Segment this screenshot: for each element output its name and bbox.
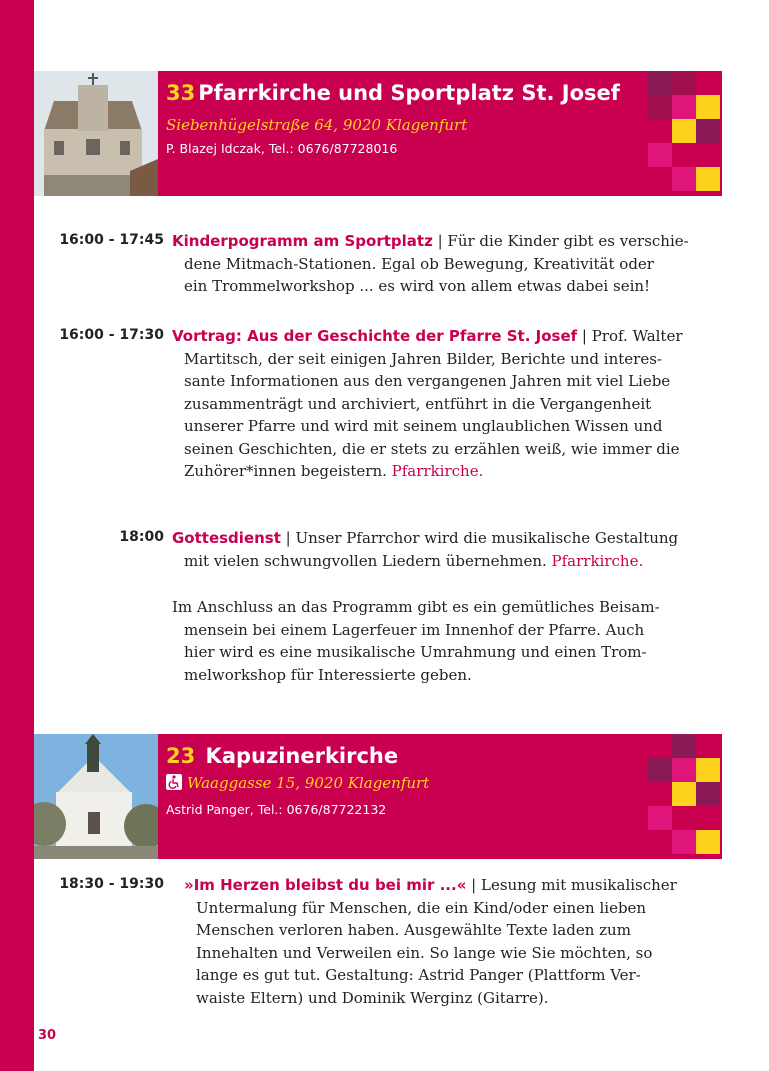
venue-contact: Astrid Panger, Tel.: 0676/87722132: [166, 802, 387, 817]
venue-title: [166, 81, 620, 105]
event-location: Pfarrkirche.: [546, 551, 644, 570]
venue-header-st-josef: [34, 71, 722, 196]
event-title: Kinderpogramm am Sportplatz: [172, 232, 433, 250]
event-time: 16:00 - 17:45: [59, 232, 164, 248]
event-time: 18:30 - 19:30: [59, 876, 164, 892]
venue-title: [166, 744, 398, 768]
venue-address: Siebenhügelstraße 64, 9020 Klagenfurt: [166, 116, 468, 134]
event-title: »Im Herzen bleibst du bei mir ...«: [184, 876, 467, 894]
event-time: 18:00: [119, 529, 164, 545]
venue-address: Waaggasse 15, 9020 Klagenfurt: [166, 774, 429, 792]
event-title: Gottesdienst: [172, 529, 281, 547]
church-photo-st-josef: [34, 71, 158, 196]
note-text: Im Anschluss an das Programm gibt es ein gemütliches Beisam- mensein bei einem Lagerfeuer im Innenhof der Pfarre. Auch hier wird es eine musikalische Umrahmung und einen Trom- melworkshop für Interessierte geben.: [172, 598, 660, 684]
page-number: 30: [38, 1028, 57, 1043]
event-description: Gottesdienst | Unser Pfarrchor wird die musikalische Gestaltung mit vielen schwungvollen Liedern übernehmen. Pfarrkirche.: [172, 529, 679, 570]
venue-name: Pfarrkirche und Sportplatz St. Josef: [198, 81, 620, 105]
event-description: Kinderpogramm am Sportplatz | Für die Kinder gibt es verschie- dene Mitmach-Stationen. Egal ob Bewegung, Kreativität oder ein Trommelworkshop ... es wird von allem etwas dabei sein!: [172, 232, 689, 295]
venue-band: [158, 71, 722, 196]
venue-name: Kapuzinerkirche: [205, 744, 399, 768]
venue-header-kapuzinerkirche: [34, 734, 722, 859]
event-time: 16:00 - 17:30: [59, 327, 164, 343]
event-description: »Im Herzen bleibst du bei mir ...« | Lesung mit musikalischer Untermalung für Menschen, die ein Kind/oder einen lieben Menschen verloren haben. Ausgewählte Texte laden zum Innehalten und Verweilen ein. So lange wie Sie möchten, so lange es gut tut. Gestaltung: Astrid Panger (Plattform Ver- waiste Eltern) und Dominik Werginz (Gitarre).: [184, 876, 677, 1007]
side-color-bar: [0, 0, 34, 1071]
venue-number: 23: [166, 744, 196, 768]
event-title: Vortrag: Aus der Geschichte der Pfarre St. Josef: [172, 327, 578, 345]
color-mosaic: [648, 734, 722, 859]
color-mosaic: [648, 71, 722, 196]
venue-contact: P. Blazej Idczak, Tel.: 0676/87728016: [166, 141, 398, 156]
wheelchair-access-icon: [166, 774, 182, 790]
event-description: Vortrag: Aus der Geschichte der Pfarre St. Josef | Prof. Walter Martitsch, der seit einigen Jahren Bilder, Berichte und interes- sante Informationen aus den vergangenen Jahren mit viel Liebe zusammenträgt und archiviert, entführt in die Vergangenheit unserer Pfarre und wird mit seinem unglaublichen Wissen und seinen Geschichten, die er stets zu erzählen weiß, wie immer die Zuhörer*innen begeistern. Pfarrkirche.: [172, 327, 683, 480]
venue-band: [158, 734, 722, 859]
venue-number: 33: [166, 81, 196, 105]
church-photo-kapuzinerkirche: [34, 734, 158, 859]
event-location: Pfarrkirche.: [386, 462, 484, 480]
